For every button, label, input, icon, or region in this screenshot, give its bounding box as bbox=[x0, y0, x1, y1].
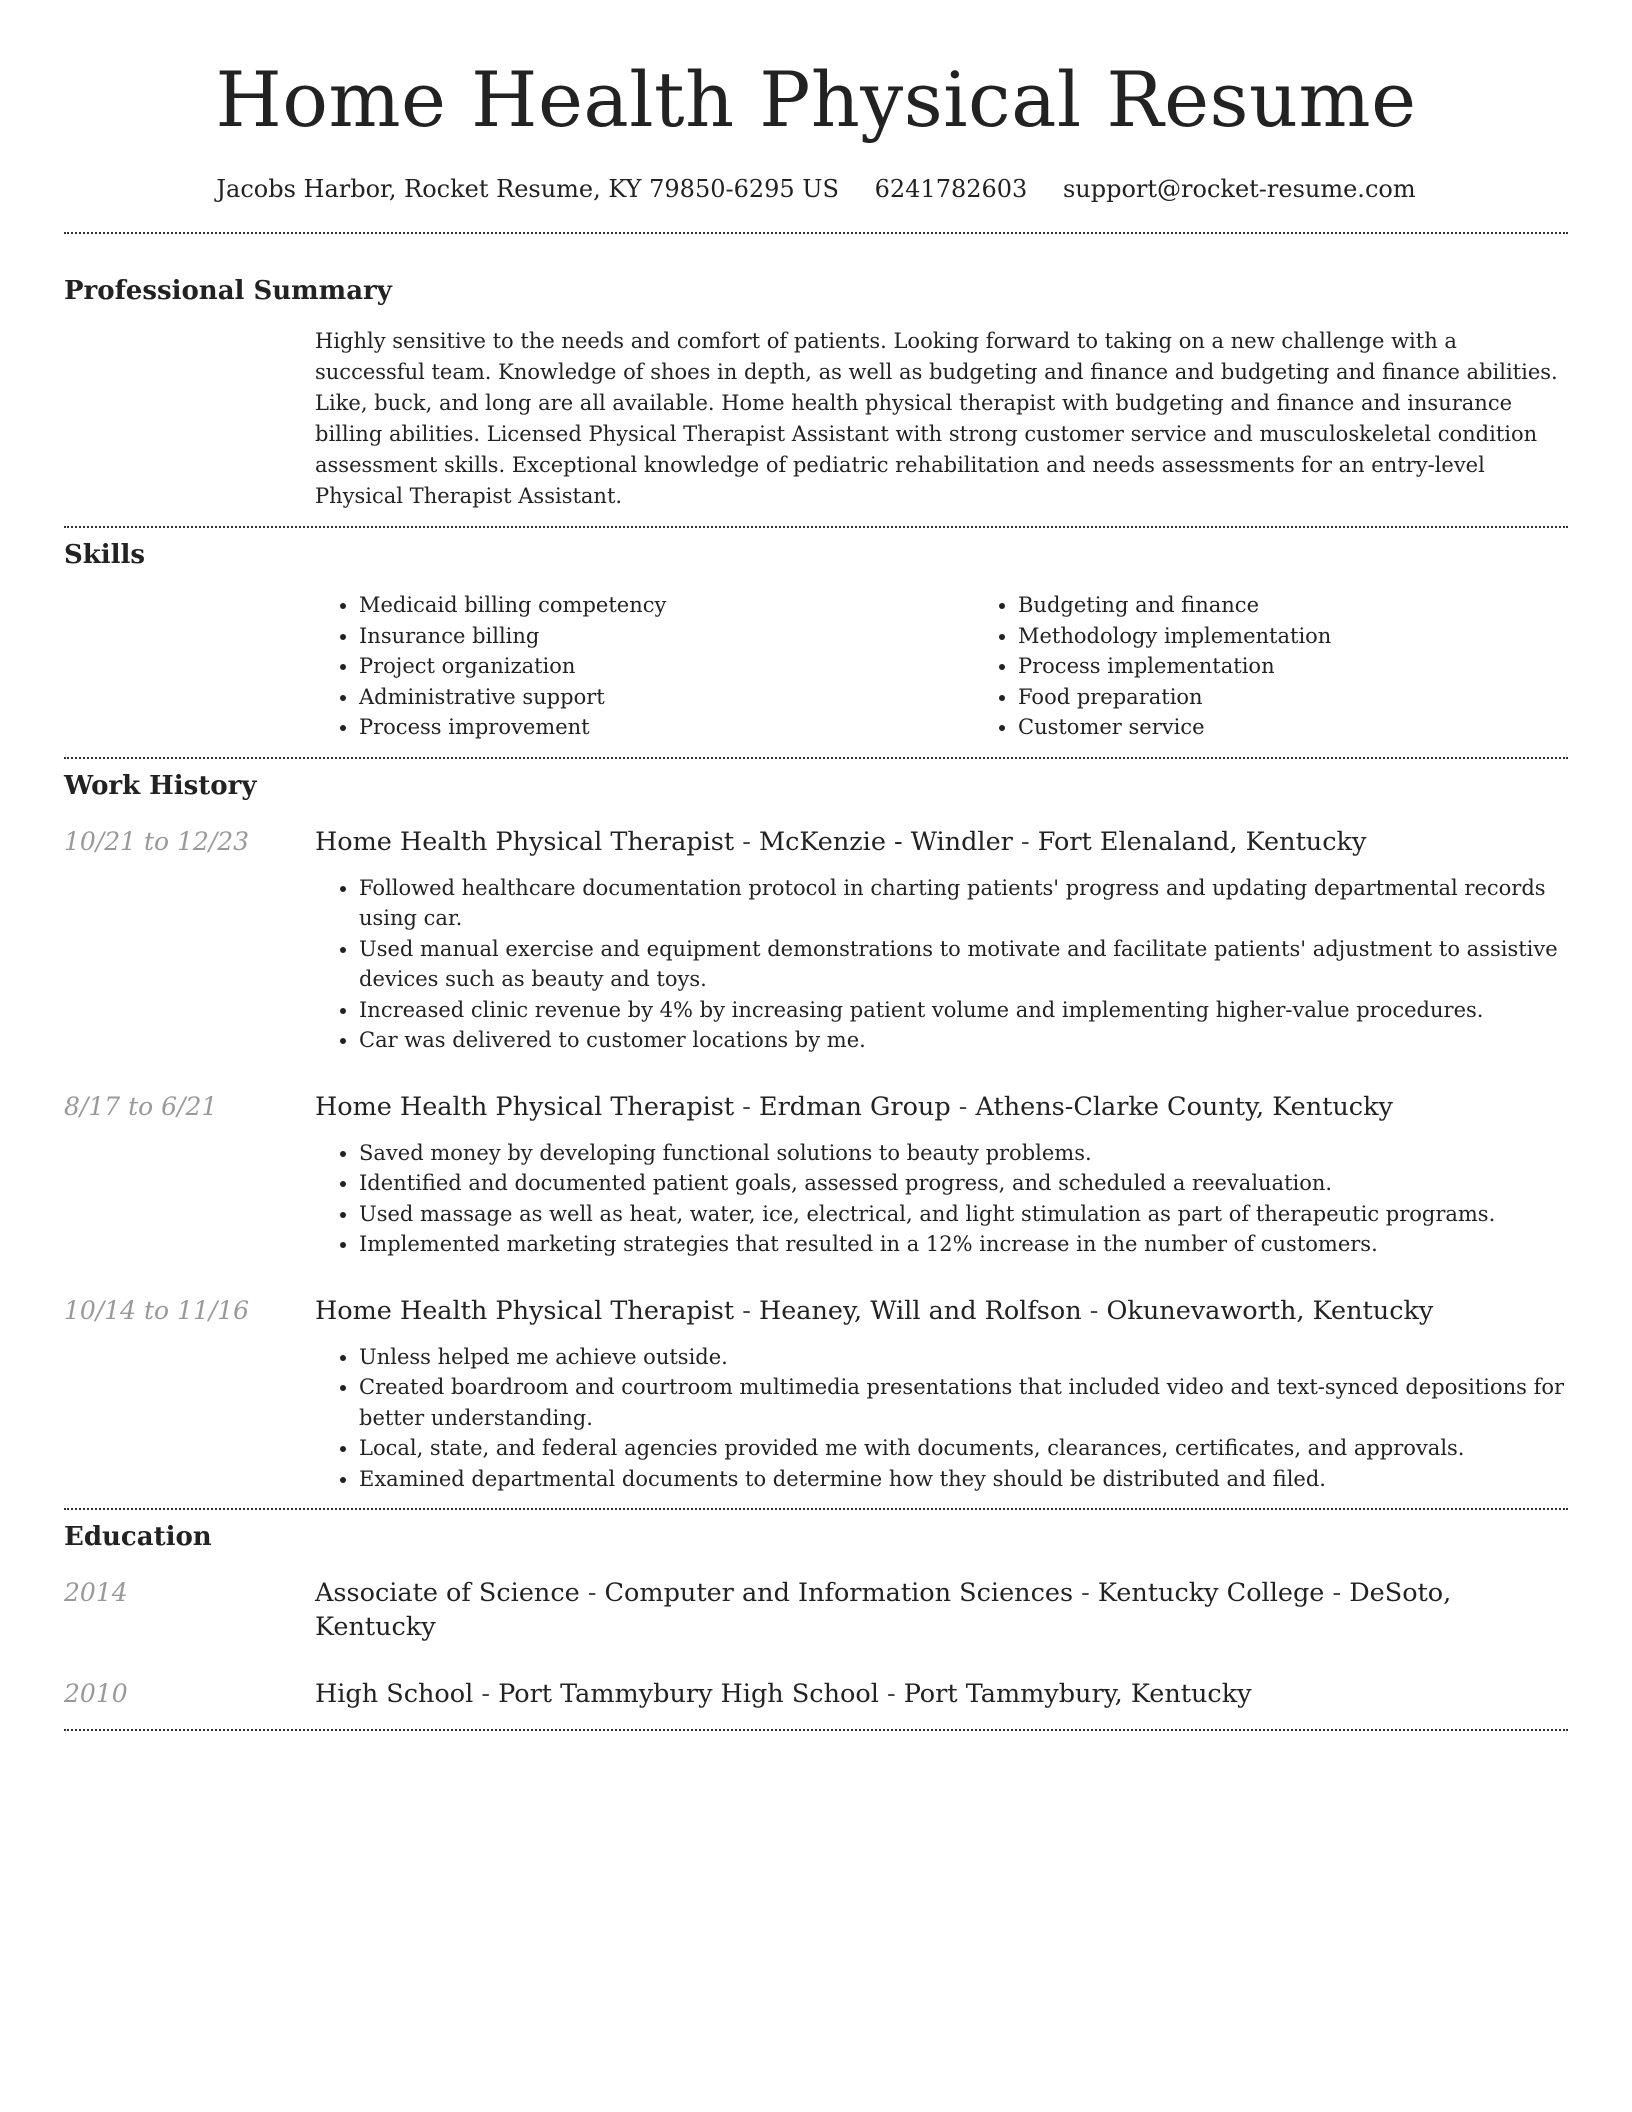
job-heading bbox=[315, 825, 1568, 859]
education-location: Port Tammybury, Kentucky bbox=[903, 1679, 1252, 1709]
contact-email: support@rocket-resume.com bbox=[1062, 175, 1416, 203]
contact-phone: 6241782603 bbox=[874, 175, 1028, 203]
work-heading: Work History bbox=[64, 770, 257, 801]
education-year: 2014 bbox=[64, 1578, 128, 1607]
job-entry bbox=[64, 1294, 1568, 1495]
skill-item: • Budgeting and finance bbox=[1018, 590, 1632, 621]
job-body-row bbox=[64, 1138, 1568, 1260]
skill-item: • Customer service bbox=[1018, 712, 1632, 743]
job-bullet: • Unless helped me achieve outside. bbox=[359, 1342, 1568, 1373]
job-bullet: • Local, state, and federal agencies provided me with documents, clearances, certificates, and approvals. bbox=[359, 1433, 1568, 1464]
contact-line bbox=[64, 172, 1568, 206]
education-heading-line bbox=[315, 1677, 1568, 1711]
skill-item: • Administrative support bbox=[359, 682, 974, 713]
divider bbox=[64, 1729, 1568, 1731]
skill-item: • Project organization bbox=[359, 651, 974, 682]
summary-section bbox=[64, 234, 1568, 512]
job-body bbox=[315, 873, 1568, 1056]
job-header-row bbox=[64, 825, 1568, 859]
education-degree: High School bbox=[315, 1679, 474, 1709]
summary-row bbox=[64, 326, 1568, 512]
job-entry bbox=[64, 1090, 1568, 1260]
skill-item: • Food preparation bbox=[1018, 682, 1632, 713]
job-heading bbox=[315, 1090, 1568, 1124]
summary-text: Highly sensitive to the needs and comfort of patients. Looking forward to taking on a new challenge with a successful team. Knowledge of shoes in depth, as well as budgeting and finance and budgeting and finance abilities. Like, buck, and long are all available. Home health physical therapist with budgeting and finance and insurance billing abilities. Licensed Physical Therapist Assistant with strong customer service and musculoskeletal condition assessment skills. Exceptional knowledge of pediatric rehabilitation and needs assessments for an entry-level Physical Therapist Assistant. bbox=[315, 329, 1558, 508]
job-bullet: • Increased clinic revenue by 4% by increasing patient volume and implementing higher-value procedures. bbox=[359, 995, 1568, 1026]
job-body-row bbox=[64, 873, 1568, 1056]
job-spacer bbox=[64, 1342, 315, 1495]
skills-section bbox=[64, 528, 1568, 743]
job-header-row bbox=[64, 1090, 1568, 1124]
contact-address: Jacobs Harbor, Rocket Resume, KY 79850-6295 US bbox=[216, 175, 839, 203]
job-dates: 10/14 to 11/16 bbox=[64, 1295, 250, 1325]
job-company: McKenzie - Windler bbox=[758, 826, 1013, 857]
education-heading: Education bbox=[64, 1522, 212, 1552]
job-bullets bbox=[315, 1342, 1568, 1495]
job-bullet: • Followed healthcare documentation protocol in charting patients' progress and updating departmental records using car. bbox=[359, 873, 1568, 934]
job-bullet: • Implemented marketing strategies that resulted in a 12% increase in the number of customers. bbox=[359, 1229, 1568, 1260]
job-body bbox=[315, 1342, 1568, 1495]
education-heading-line bbox=[315, 1576, 1568, 1644]
job-heading bbox=[315, 1294, 1568, 1328]
education-school: Port Tammybury High School bbox=[498, 1679, 879, 1709]
job-bullet: • Used massage as well as heat, water, ice, electrical, and light stimulation as part of therapeutic programs. bbox=[359, 1199, 1568, 1230]
skills-list-right bbox=[974, 590, 1632, 743]
job-bullet: • Car was delivered to customer locations by me. bbox=[359, 1025, 1568, 1056]
education-separator: - bbox=[473, 1679, 499, 1709]
job-dates: 8/17 to 6/21 bbox=[64, 1091, 218, 1121]
education-year: 2010 bbox=[64, 1679, 128, 1708]
job-spacer bbox=[64, 1138, 315, 1260]
skills-row bbox=[64, 590, 1568, 743]
job-separator: - bbox=[734, 826, 759, 857]
education-entry bbox=[64, 1576, 1568, 1644]
resume-title: Home Health Physical Resume bbox=[215, 55, 1417, 144]
skill-item: • Process improvement bbox=[359, 712, 974, 743]
job-header-row bbox=[64, 1294, 1568, 1328]
job-bullet: • Created boardroom and courtroom multimedia presentations that included video and text-synced depositions for better understanding. bbox=[359, 1372, 1568, 1433]
summary-spacer bbox=[64, 326, 315, 512]
skill-item: • Process implementation bbox=[1018, 651, 1632, 682]
job-title: Home Health Physical Therapist bbox=[315, 826, 735, 857]
skills-heading: Skills bbox=[64, 540, 146, 570]
education-field: Computer and Information Sciences bbox=[604, 1578, 1074, 1608]
job-separator: - bbox=[734, 1091, 759, 1122]
resume-page bbox=[64, 0, 1568, 1731]
job-separator: - bbox=[1081, 1295, 1107, 1326]
job-bullets bbox=[315, 1138, 1568, 1260]
summary-body bbox=[315, 326, 1568, 512]
education-separator: - bbox=[579, 1578, 605, 1608]
job-separator: - bbox=[734, 1295, 759, 1326]
education-degree: Associate of Science bbox=[315, 1578, 580, 1608]
education-entry bbox=[64, 1677, 1568, 1711]
skills-list-left bbox=[315, 590, 974, 743]
education-section bbox=[64, 1510, 1568, 1711]
work-section bbox=[64, 759, 1568, 1495]
job-company: Erdman Group bbox=[758, 1091, 951, 1122]
job-bullet: • Identified and documented patient goals, assessed progress, and scheduled a reevaluation. bbox=[359, 1168, 1568, 1199]
skills-grid bbox=[315, 590, 1632, 743]
job-body bbox=[315, 1138, 1568, 1260]
job-body-row bbox=[64, 1342, 1568, 1495]
education-separator: - bbox=[1073, 1578, 1098, 1608]
job-entry bbox=[64, 825, 1568, 1056]
job-bullet: • Saved money by developing functional solutions to beauty problems. bbox=[359, 1138, 1568, 1169]
job-separator: - bbox=[1012, 826, 1038, 857]
education-separator: - bbox=[878, 1679, 904, 1709]
job-location: Fort Elenaland, Kentucky bbox=[1037, 826, 1367, 857]
job-company: Heaney, Will and Rolfson bbox=[758, 1295, 1082, 1326]
job-bullets bbox=[315, 873, 1568, 1056]
job-separator: - bbox=[950, 1091, 976, 1122]
job-bullet: • Used manual exercise and equipment demonstrations to motivate and facilitate patients' adjustment to assistive devices such as beauty and toys. bbox=[359, 934, 1568, 995]
education-location: DeSoto, Kentucky bbox=[315, 1578, 1452, 1642]
job-title: Home Health Physical Therapist bbox=[315, 1295, 735, 1326]
education-separator: - bbox=[1324, 1578, 1350, 1608]
job-title: Home Health Physical Therapist bbox=[315, 1091, 735, 1122]
skill-item: • Methodology implementation bbox=[1018, 621, 1632, 652]
job-spacer bbox=[64, 873, 315, 1056]
skill-item: • Medicaid billing competency bbox=[359, 590, 974, 621]
job-location: Okunevaworth, Kentucky bbox=[1106, 1295, 1434, 1326]
summary-heading: Professional Summary bbox=[64, 276, 392, 306]
skills-spacer bbox=[64, 590, 315, 743]
job-bullet: • Examined departmental documents to determine how they should be distributed and filed. bbox=[359, 1464, 1568, 1495]
job-dates: 10/21 to 12/23 bbox=[64, 826, 250, 856]
job-location: Athens-Clarke County, Kentucky bbox=[975, 1091, 1393, 1122]
education-school: Kentucky College bbox=[1097, 1578, 1325, 1608]
skill-item: • Insurance billing bbox=[359, 621, 974, 652]
